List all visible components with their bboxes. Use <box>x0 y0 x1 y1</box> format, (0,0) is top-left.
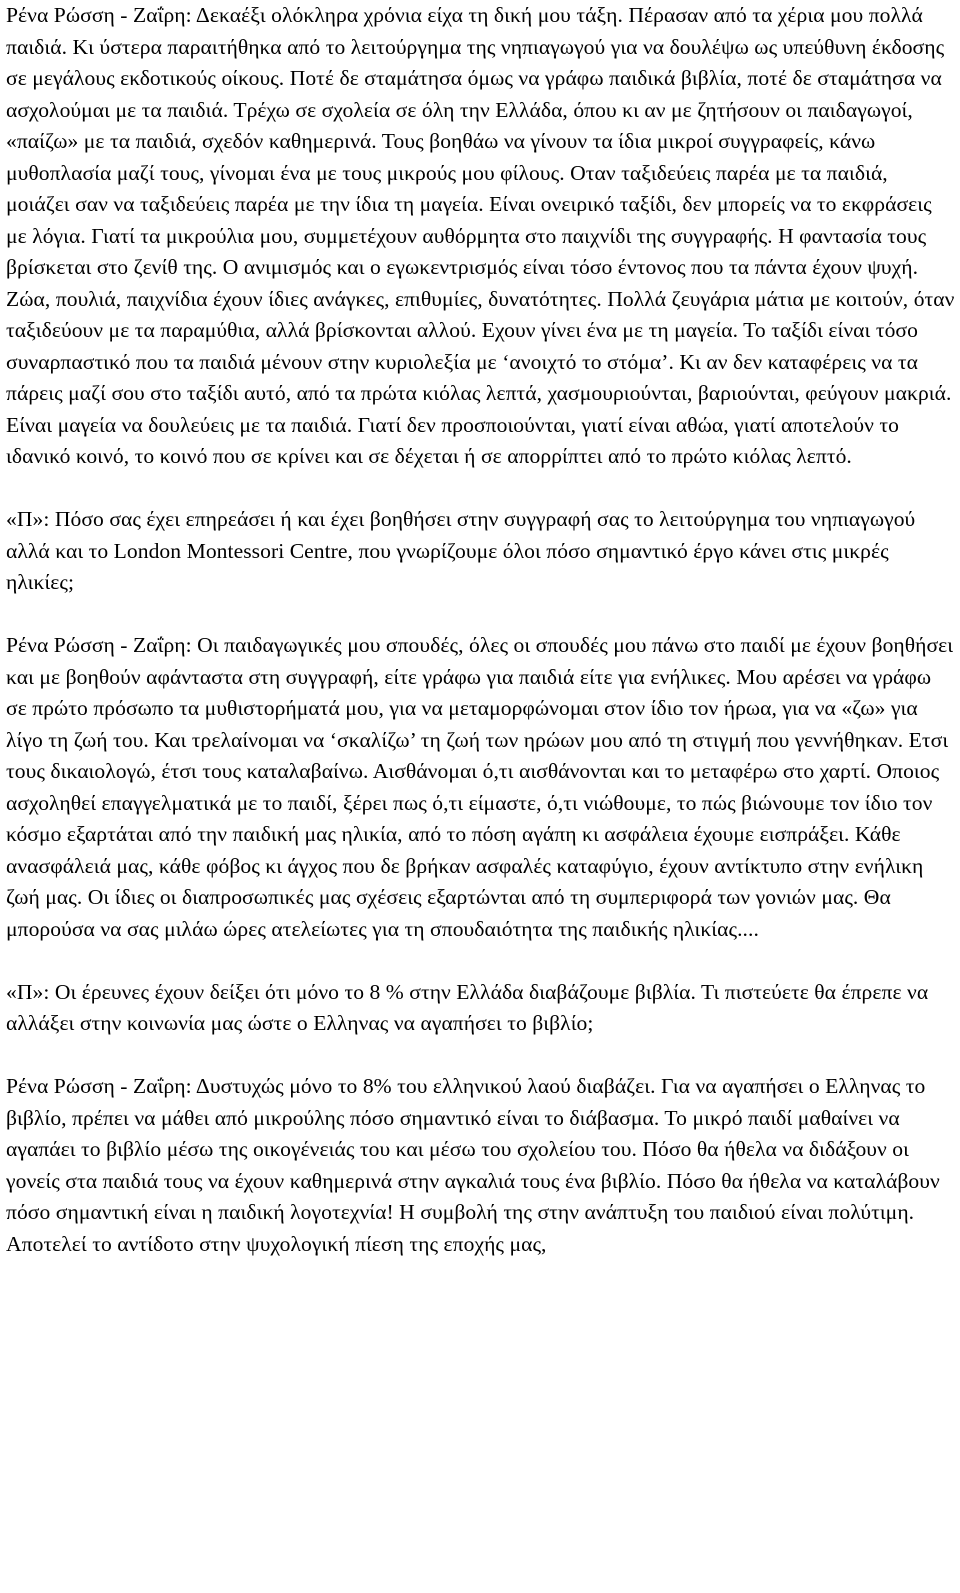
interview-question-paragraph: «Π»: Οι έρευνες έχουν δείξει ότι μόνο το 8 % στην Ελλάδα διαβάζουμε βιβλία. Τι πιστεύετε θα έπρεπε να αλλάξει στην κοινωνία μας ώστε ο Ελληνας να αγαπήσει το βιβλίο; <box>6 979 929 1035</box>
interview-answer-paragraph: Ρένα Ρώσση - Ζαΐρη: Δεκαέξι ολόκληρα χρόνια είχα τη δική μου τάξη. Πέρασαν από τα χέρια μου πολλά παιδιά. Κι ύστερα παραιτήθηκα από το λειτούργημα της νηπιαγωγού για να δουλέψω ως υπεύθυνη έκδοσης σε μεγάλους εκδοτικούς οίκους. Ποτέ δε σταμάτησα όμως να γράφω παιδικά βιβλία, ποτέ δε σταμάτησα να ασχολούμαι με τα παιδιά. Τρέχω σε σχολεία σε όλη την Ελλάδα, όπου κι αν με ζητήσουν οι παιδαγωγοί, «παίζω» με τα παιδιά, σχεδόν καθημερινά. Τους βοηθάω να γίνουν τα ίδια μικροί συγγραφείς, κάνω μυθοπλασία μαζί τους, γίνομαι ένα με τους μικρούς μου φίλους. Οταν ταξιδεύεις παρέα με τα παιδιά, μοιάζει σαν να ταξιδεύεις παρέα με την ίδια τη μαγεία. Είναι ονειρικό ταξίδι, δεν μπορείς να το εκφράσεις με λόγια. Γιατί τα μικρούλια μου, συμμετέχουν αυθόρμητα στο παιχνίδι της συγγραφής. Η φαντασία τους βρίσκεται στο ζενίθ της. Ο ανιμισμός και ο εγωκεντρισμός είναι τόσο έντονος που τα πάντα έχουν ψυχή. Ζώα, πουλιά, παιχνίδια έχουν ίδιες ανάγκες, επιθυμίες, δυνατότητες. Πολλά ζευγάρια μάτια με κοιτούν, όταν ταξιδεύουν με τα παραμύθια, αλλά βρίσκονται αλλού. Εχουν γίνει ένα με τη μαγεία. Το ταξίδι είναι τόσο συναρπαστικό που τα παιδιά μένουν στην κυριολεξία με ‘ανοιχτό το στόμα’. Κι αν δεν καταφέρεις να τα πάρεις μαζί σου στο ταξίδι αυτό, από τα πρώτα κιόλας λεπτά, χασμουριούνται, βαριούνται, φεύγουν μακριά. Είναι μαγεία να δουλεύεις με τα παιδιά. Γιατί δεν προσποιούνται, γιατί είναι αθώα, γιατί αποτελούν το ιδανικό κοινό, το κοινό που σε κρίνει και σε δέχεται ή σε απορρίπτει από το πρώτο κιόλας λεπτό. <box>6 3 955 468</box>
interview-answer-paragraph: Ρένα Ρώσση - Ζαΐρη: Δυστυχώς μόνο το 8% του ελληνικού λαού διαβάζει. Για να αγαπήσει ο Ελληνας το βιβλίο, πρέπει να μάθει από μικρούλης πόσο σημαντικό είναι το διάβασμα. Το μικρό παιδί μαθαίνει να αγαπάει το βιβλίο μέσω της οικογένειάς του και μέσω του σχολείου του. Πόσο θα ήθελα να διδάξουν οι γονείς στα παιδιά τους να έχουν καθημερινά στην αγκαλιά τους ένα βιβλίο. Πόσο θα ήθελα να καταλάβουν πόσο σημαντική είναι η παιδική λογοτεχνία! Η συμβολή της στην ανάπτυξη του παιδιού είναι πολύτιμη. Αποτελεί το αντίδοτο στην ψυχολογική πίεση της εποχής μας, <box>6 1074 940 1256</box>
interview-answer-paragraph: Ρένα Ρώσση - Ζαΐρη: Οι παιδαγωγικές μου σπουδές, όλες οι σπουδές μου πάνω στο παιδί με έχουν βοηθήσει και με βοηθούν αφάνταστα στη συγγραφή, είτε γράφω για παιδιά είτε για ενήλικες. Μου αρέσει να γράφω σε πρώτο πρόσωπο τα μυθιστορήματά μου, για να μεταμορφώνομαι στον ίδιο τον ήρωα, για να «ζω» για λίγο τη ζωή του. Και τρελαίνομαι να ‘σκαλίζω’ τη ζωή των ηρώων μου από τη στιγμή που γεννήθηκαν. Ετσι τους δικαιολογώ, έτσι τους καταλαβαίνω. Αισθάνομαι ό,τι αισθάνονται και το μεταφέρω στο χαρτί. Οποιος ασχοληθεί επαγγελματικά με το παιδί, ξέρει πως ό,τι είμαστε, ό,τι νιώθουμε, το πώς βιώνουμε τον ίδιο τον κόσμο εξαρτάται από την παιδική μας ηλικία, από το πόση αγάπη κι ασφάλεια έχουμε εισπράξει. Κάθε ανασφάλειά μας, κάθε φόβος κι άγχος που δε βρήκαν ασφαλές καταφύγιο, έχουν αντίκτυπο στην ενήλικη ζωή μας. Οι ίδιες οι διαπροσωπικές μας σχέσεις εξαρτώνται από τη συμπεριφορά των γονιών μας. Θα μπορούσα να σας μιλάω ώρες ατελείωτες για τη σπουδαιότητα της παιδικής ηλικίας.... <box>6 633 954 941</box>
interview-question-paragraph: «Π»: Πόσο σας έχει επηρεάσει ή και έχει βοηθήσει στην συγγραφή σας το λειτούργημα του νηπιαγωγού αλλά και το London Montessori Centre, που γνωρίζουμε όλοι πόσο σημαντικό έργο κάνει στις μικρές ηλικίες; <box>6 507 916 594</box>
